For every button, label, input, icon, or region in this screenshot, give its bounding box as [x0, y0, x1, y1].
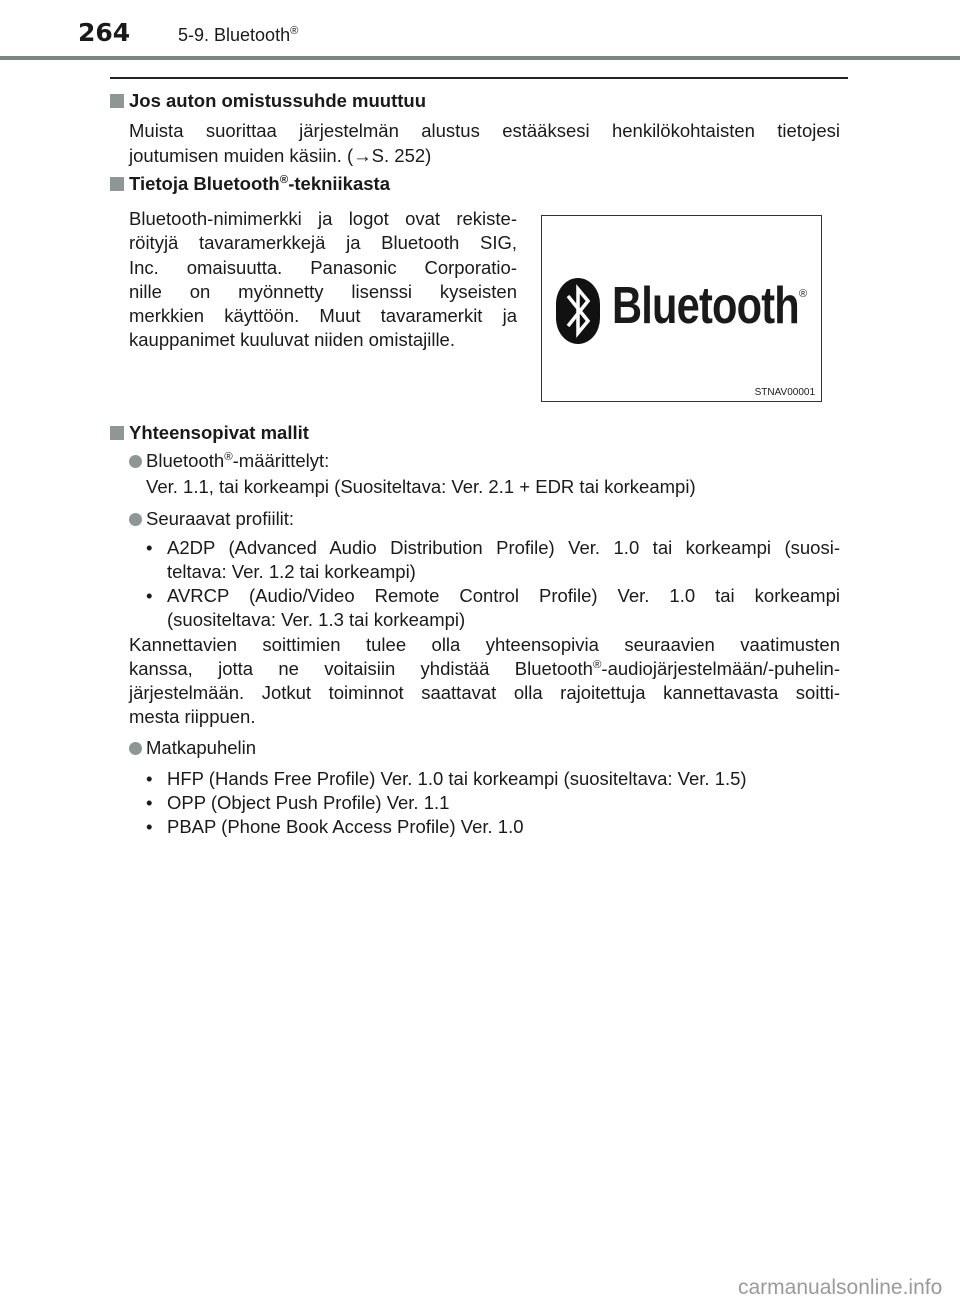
registered-mark: ® [279, 173, 289, 186]
bullet-text: -määrittelyt: [232, 450, 330, 471]
heading-bluetooth-tech [110, 172, 390, 196]
text-line: nille on myönnetty lisenssi kyseisten [129, 281, 517, 302]
circle-bullet-icon [129, 513, 142, 526]
watermark: carmanualsonline.info [738, 1276, 943, 1299]
list-item: OPP (Object Push Profile) Ver. 1.1 [167, 792, 450, 813]
dot-bullet-icon: • [146, 585, 153, 606]
figure-code: STNAV00001 [754, 387, 815, 398]
text-line: mesta riippuen. [129, 706, 256, 727]
square-bullet-icon [110, 177, 124, 191]
list-item: teltava: Ver. 1.2 tai korkeampi) [167, 561, 416, 582]
bluetooth-logo-figure [541, 215, 822, 402]
page-number: 264 [78, 18, 131, 47]
heading-compatible-models [110, 421, 309, 445]
registered-mark: ® [290, 25, 299, 37]
section-title [178, 25, 298, 46]
bullet-text: Bluetooth [146, 450, 225, 471]
text-line: Muista suorittaa järjestelmän alustus estääksesi henkilökohtaisten tietojesi [129, 120, 840, 141]
heading-text: Yhteensopivat mallit [129, 422, 309, 443]
bullet-text: Seuraavat profiilit: [146, 508, 295, 529]
text-line: järjestelmään. Jotkut toiminnot saattavat olla rajoitettuja kannettavasta soitti- [129, 682, 840, 703]
heading-text: -tekniikasta [288, 173, 390, 194]
divider [110, 77, 848, 79]
list-item: (suositeltava: Ver. 1.3 tai korkeampi) [167, 609, 466, 630]
text: -audiojärjestelmään/-puhelin- [601, 658, 840, 679]
list-item: AVRCP (Audio/Video Remote Control Profile) Ver. 1.0 tai korkeampi [167, 585, 840, 606]
list-item: A2DP (Advanced Audio Distribution Profile) Ver. 1.0 tai korkeampi (suosi- [167, 537, 840, 558]
dot-bullet-icon: • [146, 537, 153, 558]
text: kanssa, jotta ne voitaisiin yhdistää Bluetooth [129, 658, 593, 679]
header-rule [0, 56, 960, 60]
bullet-text: Matkapuhelin [146, 737, 257, 758]
text-line: Ver. 1.1, tai korkeampi (Suositeltava: Ver. 2.1 + EDR tai korkeampi) [146, 476, 696, 497]
bullet-mobile-phone [129, 736, 256, 760]
dot-bullet-icon: • [146, 816, 153, 837]
registered-mark: ® [224, 450, 233, 463]
dot-bullet-icon: • [146, 768, 153, 789]
text-line [129, 657, 840, 681]
registered-mark: ® [592, 658, 602, 671]
text-line: Inc. omaisuutta. Panasonic Corporatio- [129, 257, 517, 278]
list-item: PBAP (Phone Book Access Profile) Ver. 1.0 [167, 816, 524, 837]
circle-bullet-icon [129, 742, 142, 755]
text-line [129, 144, 840, 168]
heading-ownership [110, 89, 426, 113]
text-line: Kannettavien soittimien tulee olla yhteensopivia seuraavien vaatimusten [129, 634, 840, 655]
logo-wordmark: Bluetooth [612, 277, 799, 335]
logo-registered: ® [799, 288, 808, 300]
square-bullet-icon [110, 426, 124, 440]
list-item: HFP (Hands Free Profile) Ver. 1.0 tai korkeampi (suositeltava: Ver. 1.5) [167, 768, 747, 789]
text-line: röityjä tavaramerkkejä ja Bluetooth SIG, [129, 232, 517, 253]
link-text[interactable]: joutumisen muiden käsiin. (→S. 252) [129, 145, 432, 166]
text-line: kauppanimet kuuluvat niiden omistajille. [129, 329, 455, 350]
square-bullet-icon [110, 94, 124, 108]
bullet-spec [129, 449, 329, 473]
dot-bullet-icon: • [146, 792, 153, 813]
bullet-profiles [129, 507, 294, 531]
heading-text: Jos auton omistussuhde muuttuu [129, 90, 427, 111]
section-text: 5-9. Bluetooth [178, 25, 291, 45]
circle-bullet-icon [129, 455, 142, 468]
text-line: Bluetooth-nimimerkki ja logot ovat rekiste- [129, 208, 517, 229]
text-line: merkkien käyttöön. Muut tavaramerkit ja [129, 305, 517, 326]
heading-text: Tietoja Bluetooth [129, 173, 280, 194]
